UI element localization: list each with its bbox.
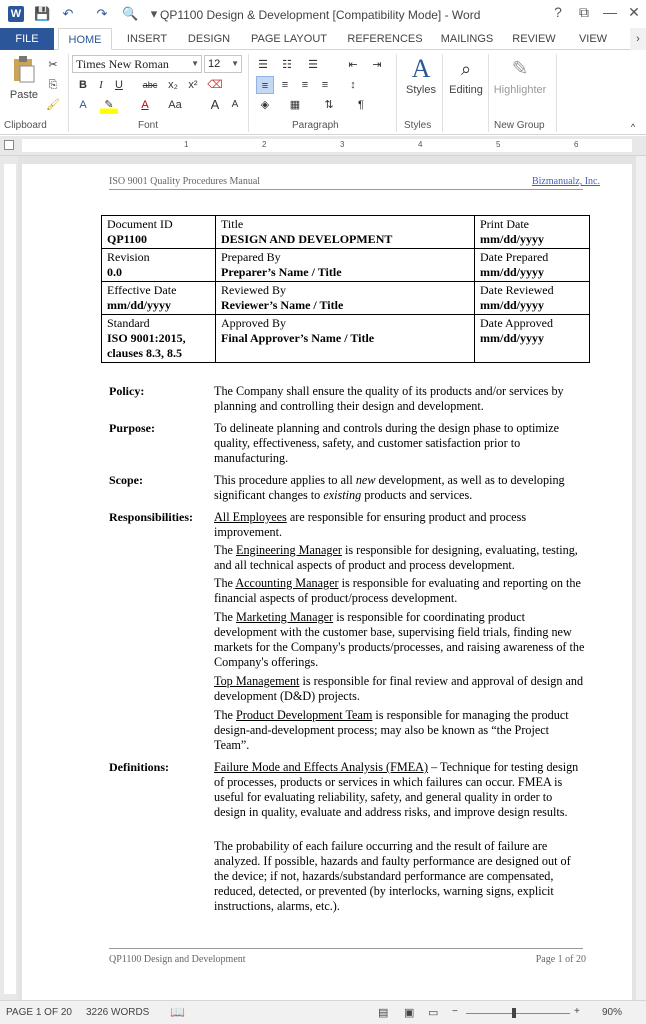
- policy-label: Policy:: [109, 384, 145, 398]
- tab-home[interactable]: HOME: [58, 28, 112, 50]
- tab-selector-icon[interactable]: [4, 140, 14, 150]
- help-icon[interactable]: ?: [554, 4, 562, 20]
- text-part: is responsible for final review and approval of design and development (D&D) projects.: [214, 674, 584, 703]
- scope-part: development, as well as to developing significant changes to: [214, 473, 565, 502]
- word-count[interactable]: 3226 WORDS: [86, 1007, 150, 1018]
- cell-label: Date Approved: [480, 316, 553, 330]
- ribbon-display-icon[interactable]: ⧉: [579, 4, 589, 20]
- footer-rule: [109, 948, 583, 949]
- word-app-icon[interactable]: W: [8, 6, 24, 22]
- font-name-combo[interactable]: [72, 55, 202, 73]
- highlight-color-icon[interactable]: ✎: [100, 96, 118, 114]
- responsibility-item: [214, 576, 586, 606]
- cell-label: Document ID: [107, 217, 173, 231]
- tab-mailings[interactable]: MAILINGS: [440, 33, 494, 45]
- separator: [556, 54, 557, 132]
- cut-icon[interactable]: ✂: [48, 59, 58, 71]
- definition-text: – Technique for testing design of processes, products or services in which failures can occur. FMEA is useful for evaluating reliability, safety, and general quality in order to design in quality, evaluate and address risks, and improve design results.: [214, 760, 579, 819]
- ruler-number: 4: [418, 140, 423, 149]
- clear-formatting-icon[interactable]: ⌫: [207, 79, 223, 91]
- bold-button[interactable]: B: [79, 79, 87, 91]
- table-cell: [216, 216, 475, 249]
- new-group-label: New Group: [494, 120, 545, 131]
- dropdown-icon[interactable]: ▼: [231, 59, 239, 68]
- ruler-number: 5: [496, 140, 501, 149]
- table-row: [102, 216, 590, 249]
- status-bar: [0, 1000, 646, 1024]
- text-part: The: [214, 543, 236, 557]
- zoom-in-icon[interactable]: +: [574, 1006, 580, 1017]
- cell-label: Approved By: [221, 316, 286, 330]
- ruler-track: [22, 139, 632, 152]
- multilevel-list-icon[interactable]: ☰: [308, 59, 318, 71]
- table-cell: [475, 282, 590, 315]
- text-part: The: [214, 610, 236, 624]
- highlighter-button[interactable]: [490, 54, 550, 96]
- text-part: is responsible for evaluating and reporting on the financial aspects of product/process development.: [214, 576, 581, 605]
- editing-button[interactable]: [446, 54, 486, 96]
- policy-text: The Company shall ensure the quality of its products and/or services by planning and controlling their design and development.: [214, 384, 564, 413]
- separator: [396, 54, 397, 132]
- document-canvas: [18, 156, 636, 1000]
- cell-label: Title: [221, 217, 244, 231]
- page-count[interactable]: PAGE 1 OF 20: [6, 1007, 72, 1018]
- role-name: Top Management: [214, 674, 300, 688]
- close-icon[interactable]: ✕: [628, 4, 640, 20]
- horizontal-ruler[interactable]: [0, 136, 646, 156]
- decrease-indent-icon[interactable]: ⇤: [348, 59, 358, 71]
- editing-label: Editing: [449, 84, 483, 96]
- ruler-number: 6: [574, 140, 579, 149]
- text-part: is responsible for coordinating product development with the customer base, supervising field trials, finding new markets for the Company's products/processes, and raising awareness of the Company's offerings.: [214, 610, 585, 669]
- scope-text: [214, 473, 586, 503]
- scope-emphasis: existing: [323, 488, 362, 502]
- bullets-icon[interactable]: ☰: [258, 59, 268, 71]
- separator: [248, 54, 249, 132]
- text-part: are responsible for ensuring product and process improvement.: [214, 510, 527, 539]
- print-preview-icon[interactable]: 🔍: [122, 6, 139, 21]
- footer-left: QP1100 Design and Development: [109, 954, 246, 965]
- grow-font-button[interactable]: A: [210, 97, 220, 112]
- scope-part: This procedure applies to all: [214, 473, 356, 487]
- zoom-level[interactable]: 90%: [602, 1007, 623, 1018]
- justify-icon[interactable]: ≡: [321, 79, 329, 91]
- italic-button[interactable]: I: [99, 79, 103, 91]
- footer-right: Page 1 of 20: [535, 954, 586, 965]
- tabs-overflow-icon[interactable]: ›: [630, 28, 646, 50]
- table-cell: [102, 249, 216, 282]
- cell-label: Effective Date: [107, 283, 177, 297]
- strikethrough-button[interactable]: abc: [142, 80, 158, 90]
- responsibility-item: [214, 674, 586, 704]
- role-name: Accounting Manager: [235, 576, 339, 590]
- role-name: Marketing Manager: [236, 610, 334, 624]
- cell-label: Revision: [107, 250, 150, 264]
- cell-value: Preparer’s Name / Title: [221, 265, 342, 279]
- paste-label: Paste: [9, 89, 39, 101]
- zoom-out-icon[interactable]: −: [452, 1006, 458, 1017]
- paste-button[interactable]: [6, 54, 42, 101]
- tab-file[interactable]: FILE: [0, 28, 54, 50]
- definition-fmea: [214, 760, 586, 820]
- header-right: Bizmanualz, Inc.: [531, 176, 600, 187]
- vertical-ruler[interactable]: [0, 156, 18, 1000]
- binoculars-icon: ⌕: [460, 59, 472, 79]
- ruler-number: 3: [340, 140, 345, 149]
- table-cell: [475, 315, 590, 363]
- cell-value: mm/dd/yyyy: [480, 232, 545, 246]
- line-spacing-icon[interactable]: ↕: [350, 79, 356, 91]
- window-title: QP1100 Design & Development [Compatibility Mode] - Word: [160, 8, 481, 22]
- subscript-button[interactable]: x₂: [168, 79, 178, 91]
- cell-value: ISO 9001:2015, clauses 8.3, 8.5: [107, 331, 186, 360]
- purpose-label: Purpose:: [109, 421, 155, 435]
- numbering-icon[interactable]: ☷: [282, 59, 292, 71]
- responsibility-item: [214, 543, 586, 573]
- tab-review[interactable]: REVIEW: [512, 33, 556, 45]
- highlighter-icon: ✎: [511, 58, 529, 80]
- customize-qat-icon[interactable]: ▾: [150, 6, 158, 21]
- cell-value: mm/dd/yyyy: [480, 298, 545, 312]
- dropdown-icon[interactable]: ▼: [191, 59, 199, 68]
- styles-group-label: Styles: [404, 120, 432, 131]
- font-name-value: Times New Roman: [76, 57, 169, 71]
- change-case-button[interactable]: Aa: [168, 99, 182, 111]
- role-name: Product Development Team: [236, 708, 373, 722]
- sort-icon[interactable]: ⇅: [324, 99, 334, 111]
- align-center-icon[interactable]: ≡: [281, 79, 289, 91]
- role-name: Engineering Manager: [236, 543, 342, 557]
- responsibilities-label: Responsibilities:: [109, 510, 194, 524]
- table-cell: [102, 216, 216, 249]
- cell-value: mm/dd/yyyy: [480, 265, 545, 279]
- borders-icon[interactable]: ▦: [289, 99, 301, 111]
- cell-value: DESIGN AND DEVELOPMENT: [221, 232, 393, 246]
- ribbon-tabs: [0, 28, 646, 50]
- paragraph-group-label: Paragraph: [292, 120, 339, 131]
- font-group-label: Font: [138, 120, 159, 131]
- header-left: ISO 9001 Quality Procedures Manual: [109, 176, 261, 187]
- copy-icon[interactable]: ⎘: [48, 79, 58, 91]
- styles-button[interactable]: [402, 54, 440, 96]
- tab-references[interactable]: REFERENCES: [347, 33, 423, 45]
- undo-icon[interactable]: ↶: [62, 6, 74, 21]
- superscript-button[interactable]: x²: [188, 79, 198, 91]
- tab-view[interactable]: VIEW: [578, 33, 608, 45]
- table-cell: [216, 315, 475, 363]
- table-cell: [102, 315, 216, 363]
- table-row: [102, 249, 590, 282]
- table-cell: [216, 249, 475, 282]
- cell-value: QP1100: [107, 232, 148, 246]
- text-effects-button[interactable]: A: [79, 99, 87, 111]
- table-row: [102, 315, 590, 363]
- cell-label: Date Reviewed: [480, 283, 554, 297]
- cell-value: Final Approver’s Name / Title: [221, 331, 375, 345]
- document-page[interactable]: [22, 164, 632, 1014]
- table-cell: [102, 282, 216, 315]
- header-rule: [109, 189, 583, 190]
- text-part: is responsible for designing, evaluating, testing, and all technical aspects of product and process development.: [214, 543, 578, 572]
- redo-icon[interactable]: ↷: [96, 6, 108, 21]
- clipboard-group-label: Clipboard: [4, 120, 47, 131]
- separator: [488, 54, 489, 132]
- web-layout-icon[interactable]: ▭: [428, 1007, 439, 1019]
- cell-value: mm/dd/yyyy: [107, 298, 172, 312]
- definition-term: Failure Mode and Effects Analysis (FMEA): [214, 760, 429, 774]
- align-left-icon[interactable]: ≡: [256, 76, 274, 94]
- definitions-label: Definitions:: [109, 760, 169, 774]
- vertical-scrollbar[interactable]: [636, 156, 646, 1000]
- text-part: The: [214, 576, 236, 590]
- underline-button[interactable]: U: [115, 79, 123, 91]
- zoom-slider[interactable]: [466, 1013, 570, 1014]
- styles-icon: A: [411, 54, 431, 83]
- text-part: The: [214, 708, 236, 722]
- ruler-number: 1: [184, 140, 189, 149]
- text-part: is responsible for managing the product design-and-development process; may also be known as “the Project Team”.: [214, 708, 569, 752]
- cell-label: Prepared By: [221, 250, 281, 264]
- table-cell: [216, 282, 475, 315]
- font-color-button[interactable]: A: [141, 99, 149, 111]
- table-row: [102, 282, 590, 315]
- ruler-number: 2: [262, 140, 267, 149]
- font-size-combo[interactable]: [204, 55, 242, 73]
- table-cell: [475, 216, 590, 249]
- ribbon: [0, 50, 646, 135]
- increase-indent-icon[interactable]: ⇥: [372, 59, 382, 71]
- cell-label: Print Date: [480, 217, 529, 231]
- scope-emphasis: new: [355, 473, 376, 487]
- tab-design[interactable]: DESIGN: [187, 33, 231, 45]
- responsibility-item: [214, 610, 586, 670]
- shrink-font-button[interactable]: A: [231, 99, 239, 110]
- responsibility-item: [214, 510, 586, 540]
- cell-value: Reviewer’s Name / Title: [221, 298, 344, 312]
- scope-part: products and services.: [361, 488, 473, 502]
- paste-icon: [10, 54, 38, 84]
- shading-icon[interactable]: ◈: [260, 99, 270, 111]
- role-name: All Employees: [214, 510, 287, 524]
- font-size-value: 12: [208, 58, 221, 70]
- print-layout-icon[interactable]: ▣: [404, 1007, 415, 1019]
- ruler-track: [4, 164, 16, 994]
- cell-label: Date Prepared: [480, 250, 549, 264]
- separator: [442, 54, 443, 132]
- cell-label: Reviewed By: [221, 283, 286, 297]
- proofing-icon[interactable]: 📖: [170, 1005, 185, 1019]
- highlighter-label: Highlighter: [493, 84, 547, 96]
- styles-label: Styles: [406, 84, 436, 96]
- save-icon[interactable]: 💾: [34, 6, 51, 21]
- show-hide-button[interactable]: ¶: [358, 99, 364, 111]
- cell-value: mm/dd/yyyy: [480, 331, 545, 345]
- definition-paragraph: The probability of each failure occurring and the result of failure are analyzed. If possible, hazards and faulty performance are designed out of the device; if not, hazards/substandard performance are compensated, reduced, detected, or prevented (by interlocks, warning signs, explicit instructions, alarms, etc.).: [214, 839, 571, 913]
- zoom-slider-thumb[interactable]: [512, 1008, 516, 1018]
- cell-value: 0.0: [107, 265, 122, 279]
- cell-label: Standard: [107, 316, 150, 330]
- responsibility-item: [214, 708, 586, 753]
- align-right-icon[interactable]: ≡: [301, 79, 309, 91]
- tab-insert[interactable]: INSERT: [126, 33, 168, 45]
- format-painter-icon[interactable]: 🖌: [46, 99, 60, 111]
- collapse-ribbon-icon[interactable]: ^: [630, 122, 636, 132]
- purpose-text: To delineate planning and controls during the design phase to optimize quality, effectiveness, safety, and customer satisfaction prior to manufacturing.: [214, 421, 560, 465]
- document-info-table: [101, 215, 590, 363]
- table-cell: [475, 249, 590, 282]
- read-mode-icon[interactable]: ▤: [378, 1007, 389, 1019]
- minimize-icon[interactable]: —: [603, 4, 617, 20]
- title-bar: [0, 0, 646, 30]
- separator: [68, 54, 69, 132]
- scope-label: Scope:: [109, 473, 143, 487]
- tab-page-layout[interactable]: PAGE LAYOUT: [250, 33, 327, 45]
